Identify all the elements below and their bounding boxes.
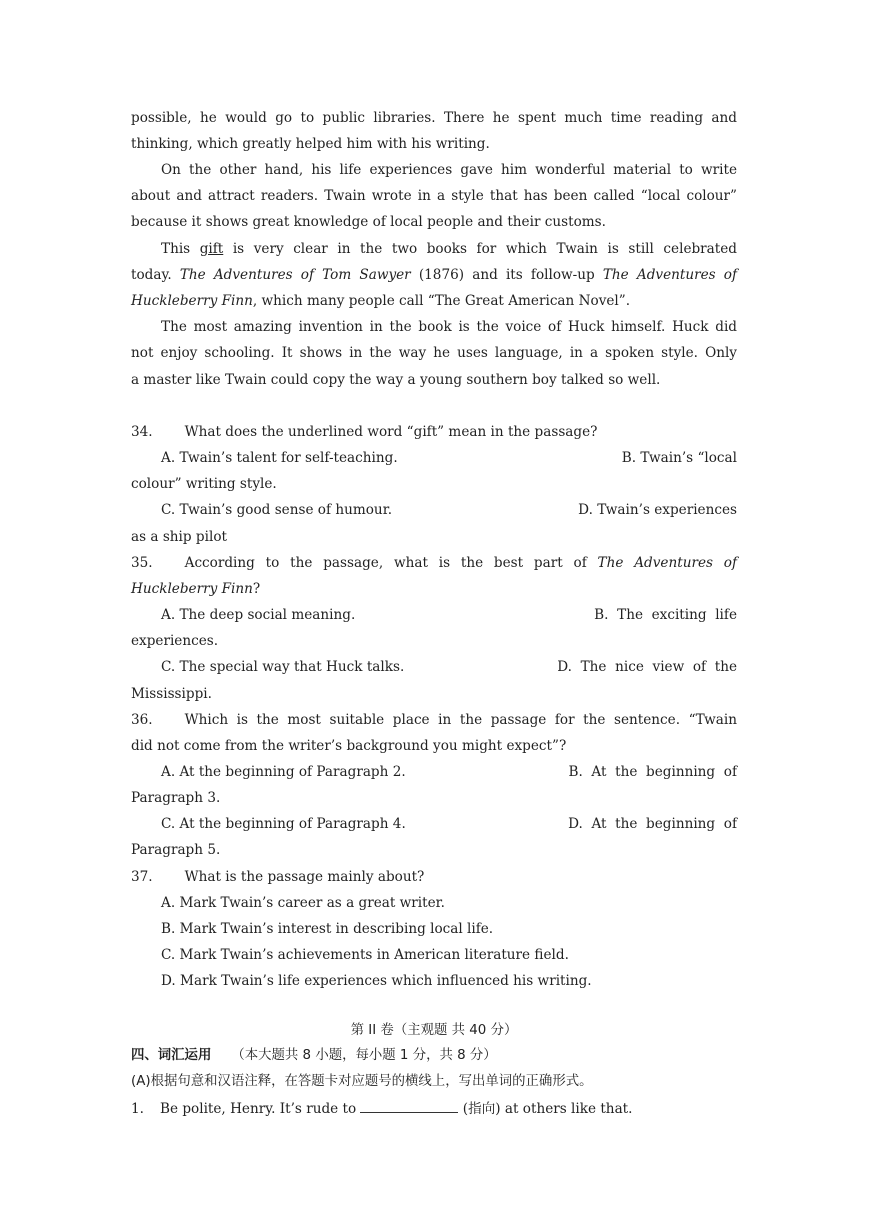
- option-row: [161, 815, 737, 833]
- option-d-cont: Paragraph 5.: [131, 842, 221, 858]
- option-d: D. At the beginning of: [568, 816, 737, 832]
- passage-line: today. The Adventures of Tom Sawyer (1876) and its follow-up The Adventures of: [131, 267, 738, 283]
- instruction: (A)根据句意和汉语注释，在答题卡对应题号的横线上，写出单词的正确形式。: [131, 1074, 593, 1089]
- passage-line: On the other hand, his life experiences gave him wonderful material to write: [161, 162, 737, 178]
- option-c: C. Twain’s good sense of humour.: [161, 502, 393, 518]
- passage-line: not enjoy schooling. It shows in the way he uses language, in a spoken style. Only: [131, 345, 737, 361]
- option-d: D. The nice view of the: [557, 659, 737, 675]
- book-title: The Adventures of Tom Sawyer: [179, 267, 411, 283]
- option-c: C. The special way that Huck talks.: [161, 659, 405, 675]
- passage-line: The most amazing invention in the book is the voice of Huck himself. Huck did: [161, 319, 737, 335]
- book-title: The Adventures of: [602, 267, 738, 283]
- question-34: 34. What does the underlined word “gift” mean in the passage?: [131, 424, 598, 440]
- option-row: [161, 763, 737, 781]
- option-b-cont: experiences.: [131, 633, 219, 649]
- passage-line: a master like Twain could copy the way a young southern boy talked so well.: [131, 372, 661, 388]
- option-b: B. Twain’s “local: [621, 450, 737, 466]
- question-35: 35. According to the passage, what is the best part of The Adventures of: [131, 555, 737, 571]
- option-d: D. Twain’s experiences: [578, 502, 737, 518]
- passage-line: thinking, which greatly helped him with his writing.: [131, 136, 490, 152]
- option-b-cont: Paragraph 3.: [131, 790, 221, 806]
- question-36-cont: did not come from the writer’s background you might expect”?: [131, 738, 567, 754]
- option-d-cont: as a ship pilot: [131, 529, 227, 545]
- option-a: A. At the beginning of Paragraph 2.: [161, 764, 406, 780]
- option-b-cont: colour” writing style.: [131, 476, 277, 492]
- question-35-cont: Huckleberry Finn?: [131, 581, 261, 597]
- option-a: A. Twain’s talent for self-teaching.: [161, 450, 398, 466]
- passage-line: Huckleberry Finn, which many people call “The Great American Novel”.: [131, 293, 631, 309]
- part-2-heading: 第 II 卷（主观题 共 40 分）: [350, 1023, 518, 1038]
- passage-line: about and attract readers. Twain wrote in a style that has been called “local colour”: [131, 188, 737, 204]
- section-header: [131, 1047, 737, 1065]
- option-a: A. The deep social meaning.: [161, 607, 356, 623]
- option-c: C. Mark Twain’s achievements in American literature field.: [161, 947, 569, 963]
- option-b: B. At the beginning of: [568, 764, 737, 780]
- passage-line: This gift is very clear in the two books for which Twain is still celebrated: [161, 241, 737, 257]
- section-note: （本大题共 8 小题，每小题 1 分，共 8 分）: [231, 1048, 497, 1063]
- question-36: 36. Which is the most suitable place in the passage for the sentence. “Twain: [131, 712, 737, 728]
- vocab-item-1: 1. Be polite, Henry. It’s rude to (指向) at others like that.: [131, 1101, 633, 1117]
- passage-line: possible, he would go to public libraries. There he spent much time reading and: [131, 110, 737, 126]
- book-title: The Adventures of: [597, 555, 737, 571]
- option-a: A. Mark Twain’s career as a great writer.: [161, 895, 445, 911]
- answer-blank[interactable]: [360, 1100, 458, 1113]
- section-title: 四、词汇运用: [131, 1048, 212, 1063]
- option-d: D. Mark Twain’s life experiences which influenced his writing.: [161, 973, 592, 989]
- book-title: Huckleberry Finn: [131, 581, 253, 597]
- underlined-word-gift: gift: [199, 241, 224, 257]
- book-title: Huckleberry Finn: [131, 293, 253, 309]
- option-c: C. At the beginning of Paragraph 4.: [161, 816, 406, 832]
- option-row: [161, 606, 737, 624]
- option-row: [161, 658, 737, 676]
- question-37: 37. What is the passage mainly about?: [131, 869, 425, 885]
- passage-line: because it shows great knowledge of local people and their customs.: [131, 214, 606, 230]
- option-b: B. The exciting life: [594, 607, 737, 623]
- option-row: [161, 449, 737, 467]
- option-d-cont: Mississippi.: [131, 686, 212, 702]
- option-row: [161, 501, 737, 519]
- option-b: B. Mark Twain’s interest in describing local life.: [161, 921, 494, 937]
